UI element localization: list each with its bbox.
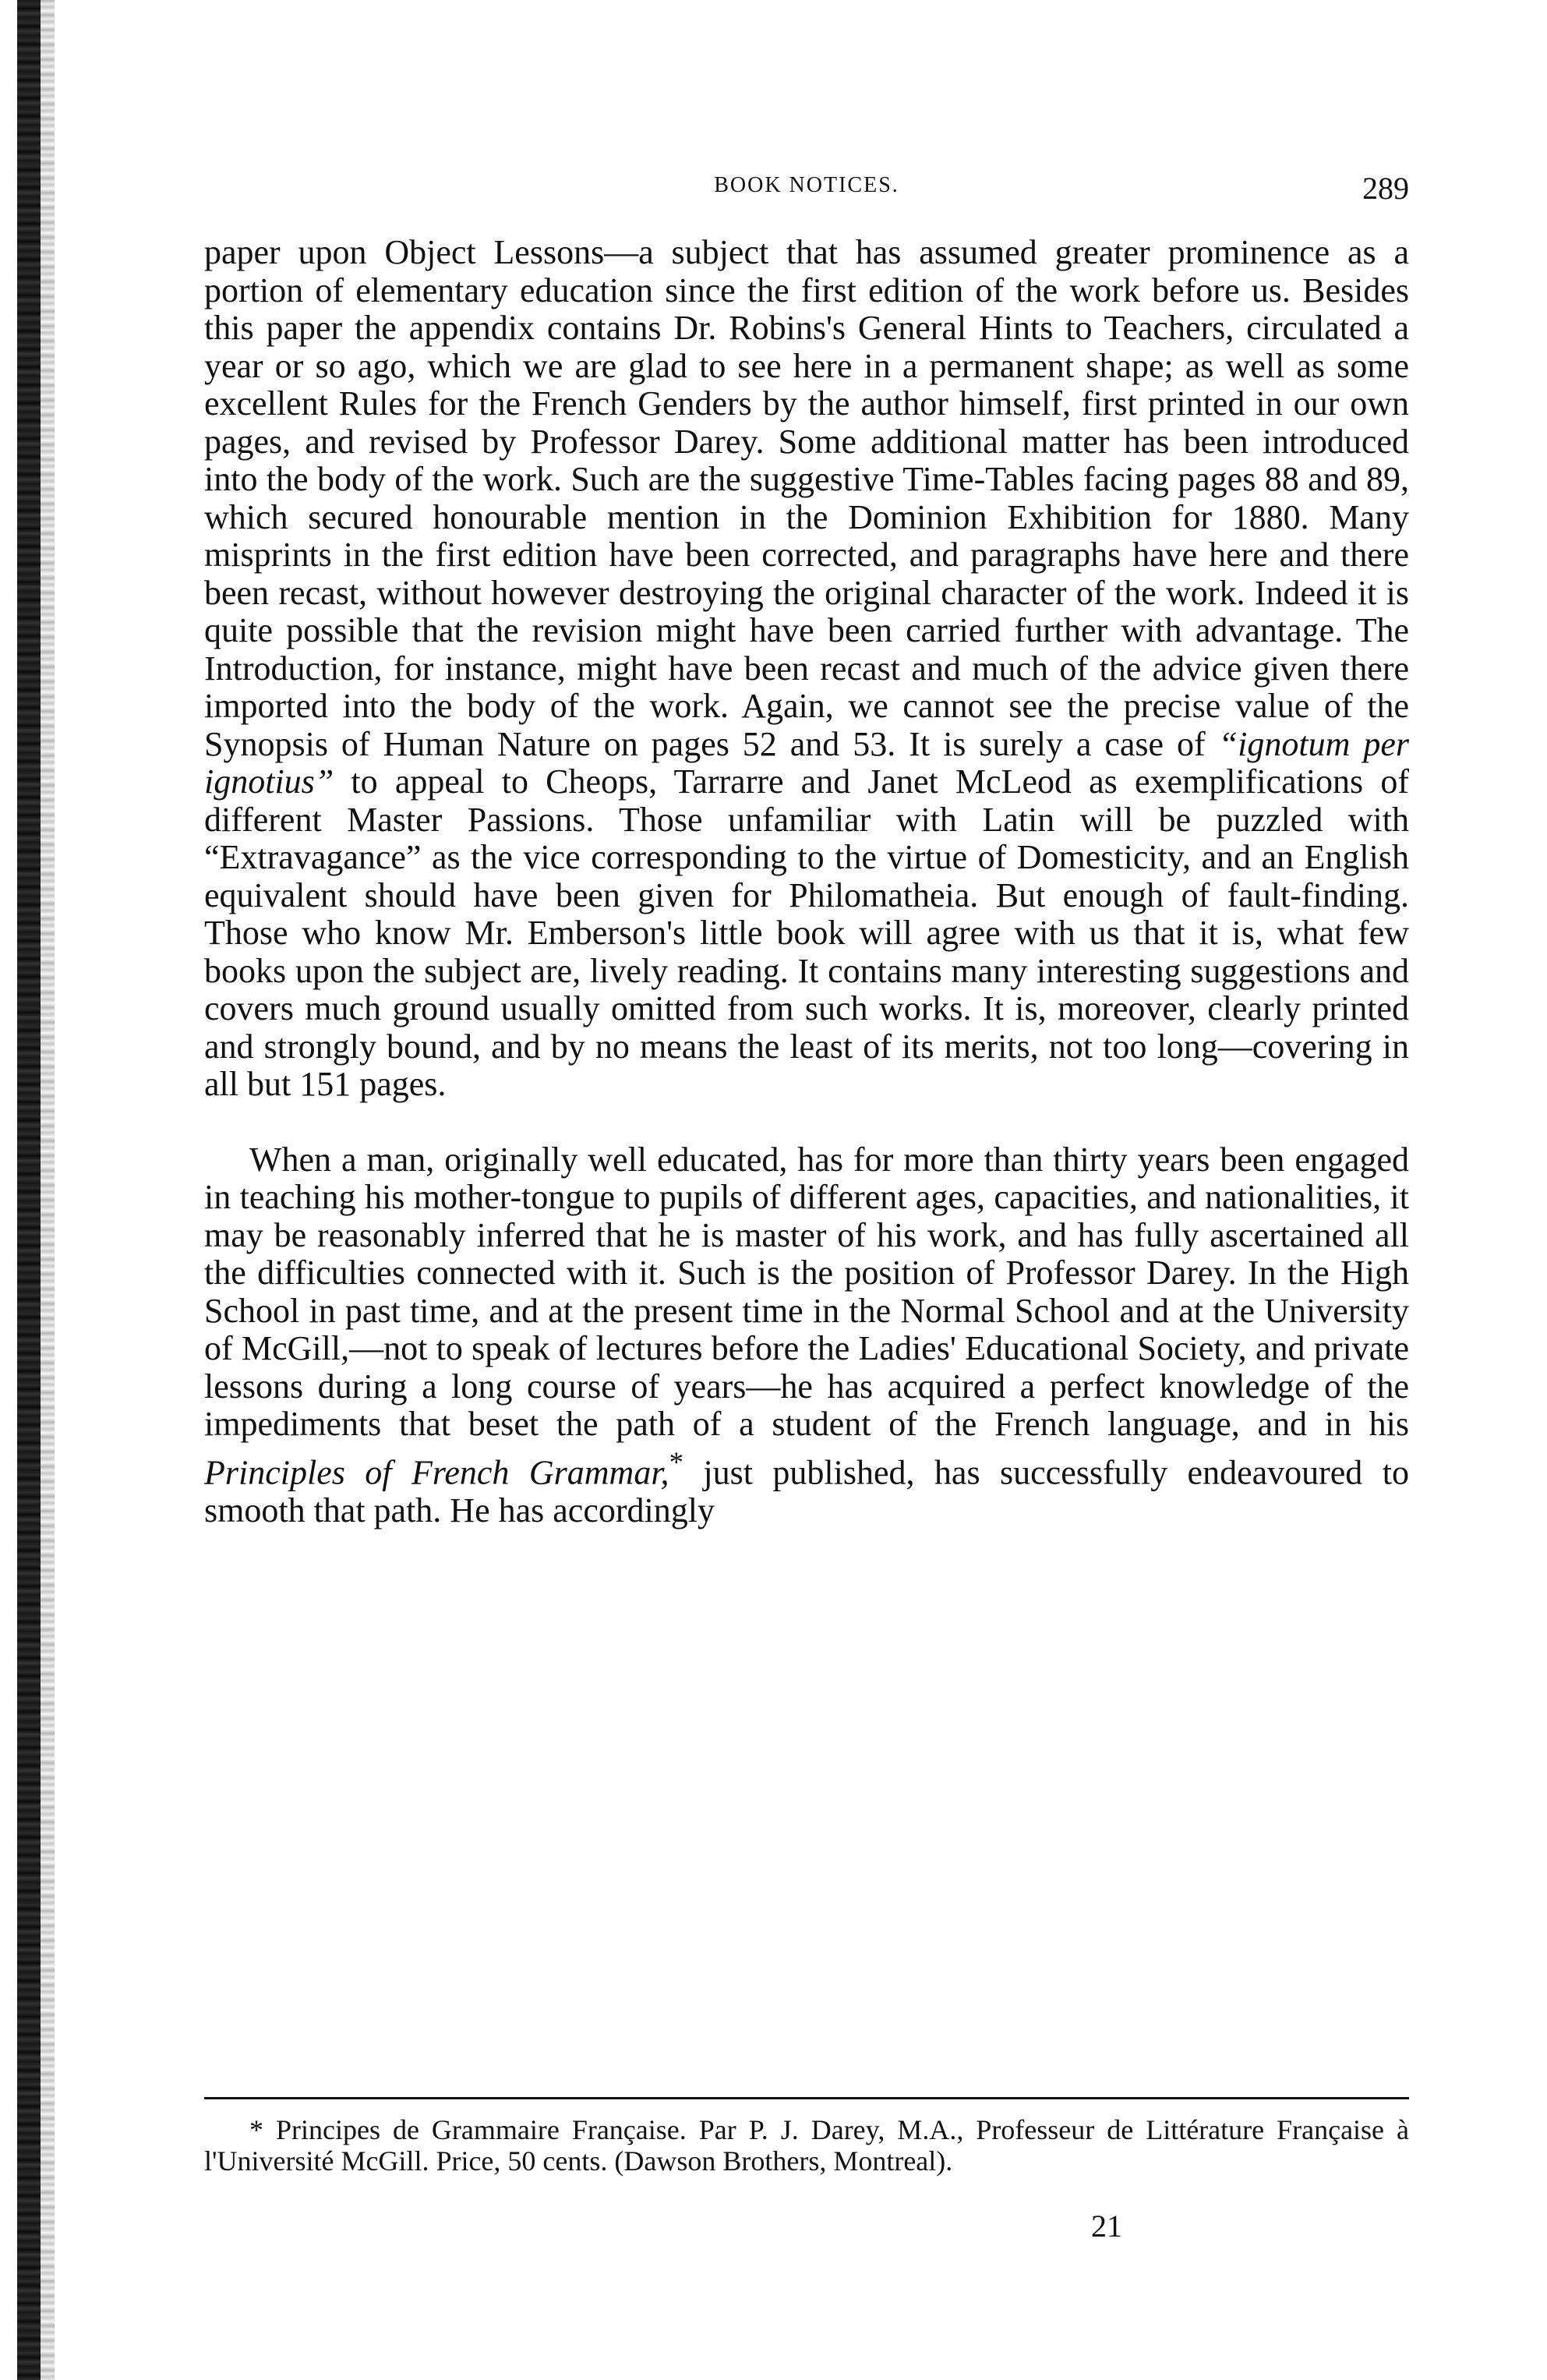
footnote-marker: * — [669, 1445, 683, 1478]
body-text — [204, 234, 1409, 1529]
page-header — [204, 173, 1409, 204]
book-title: Principles of French Grammar, — [204, 1453, 669, 1492]
latin-phrase: “ignotum per ignotius” — [204, 724, 1409, 801]
paragraph-2-text: When a man, originally well educated, has for more than thirty years been engaged in teaching his mother-tongue to pupils of different ages, capacities, and nationalities, it may be reasonably inferred that he is master of his work, and has fully ascertained all the difficulties connected with it. Such is the position of Professor Darey. In the High School in past time, and at the present time in the Normal School and at the University of McGill,—not to speak of lectures before the Ladies' Educational Society, and private lessons during a long course of years—he has acquired a perfect knowledge of the impediments that beset the path of a student of the French language, and in his — [204, 1140, 1409, 1443]
footnote: * Principes de Grammaire Française. Par P. J. Darey, M.A., Professeur de Littérature Française à l'Université McGill. Price, 50 cents. (Dawson Brothers, Montreal). — [204, 2114, 1409, 2177]
page-binding-edge — [41, 0, 55, 2380]
paragraph-1-text-end: to appeal to Cheops, Tarrarre and Janet McLeod as exemplifications of different Master Passions. Those unfamiliar with Latin will be puzzled with “Extravagance” as the vice corresponding to the virtue of Domesticity, and an English equivalent should have been given for Philomatheia. But enough of fault-finding. Those who know Mr. Emberson's little book will agree with us that it is, what few books upon the subject are, lively reading. It contains many interesting suggestions and covers much ground usually omitted from such works. It is, moreover, clearly printed and strongly bound, and by no means the least of its merits, not too long—covering in all but 151 pages. — [204, 762, 1409, 1103]
footnote-divider — [204, 2097, 1409, 2099]
paragraph-2 — [204, 1141, 1409, 1530]
signature-mark: 21 — [1091, 2208, 1122, 2244]
paragraph-1 — [204, 234, 1409, 1104]
paragraph-1-text: paper upon Object Lessons—a subject that has assumed greater prominence as a portion of elementary education since the first edition of the work before us. Besides this paper the appendix contains Dr. Robins's General Hints to Teachers, circulated a year or so ago, which we are glad to see here in a permanent shape; as well as some excellent Rules for the French Genders by the author himself, first printed in our own pages, and revised by Professor Darey. Some additional matter has been introduced into the body of the work. Such are the suggestive Time-Tables facing pages 88 and 89, which secured honourable mention in the Dominion Exhibition for 1880. Many misprints in the first edition have been corrected, and paragraphs have here and there been recast, without however destroying the original character of the work. Indeed it is quite possible that the revision might have been carried further with advantage. The Introduction, for instance, might have been recast and much of the advice given there imported into the body of the work. Again, we cannot see the precise value of the Synopsis of Human Nature on pages 52 and 53. It is surely a case of — [204, 233, 1409, 763]
page-number: 289 — [1362, 171, 1409, 206]
page-binding — [17, 0, 41, 2380]
paragraph-2-text-end: just published, has successfully endeavoured to smooth that path. He has accordingly — [204, 1453, 1409, 1529]
running-title: BOOK NOTICES. — [714, 173, 899, 197]
